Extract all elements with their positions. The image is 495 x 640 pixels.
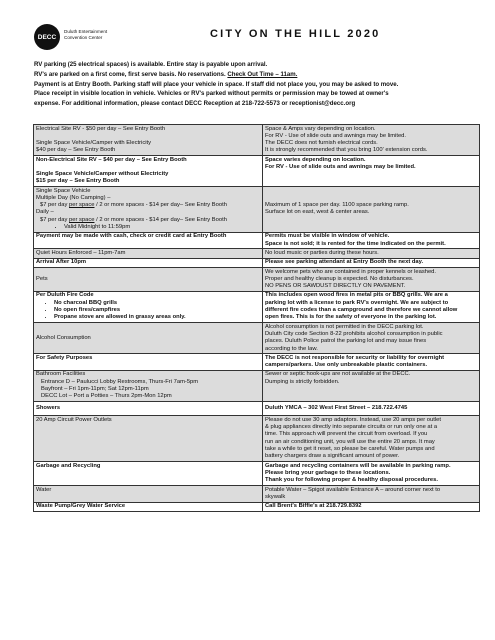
table-row: Water Potable Water – Spigot available Entrance A – around corner next to skywalk: [34, 486, 480, 503]
list-item: • Propane stove are allowed in grassy areas only.: [54, 314, 260, 321]
table-row: Quiet Hours Enforced – 11pm-7am No loud music or parties during these hours.: [34, 249, 480, 258]
logo-text: Duluth Entertainment Convention Center: [64, 29, 108, 40]
table-row: Alcohol Consumption Alcohol consumption is not permitted in the DECC parking lot. Duluth City code Section 8-22 prohibits alcohol consumption in public places. Duluth Police patrol the parking lot and may issue fines according to the law.: [34, 323, 480, 354]
table-row: Pets We welcome pets who are contained in proper kennels or leashed. Proper and healthy cleanup is expected. No disturbances. NO PENS OR SAWDUST DIRECTLY ON PAVEMENT.: [34, 268, 480, 292]
decc-logo: [34, 24, 60, 50]
document-header: [30, 22, 470, 54]
table-row: Payment may be made with cash, check or credit card at Entry Booth Permits must be visible in window of vehicle. Space is not sold; it is rented for the time indicated on the permit.: [34, 232, 480, 249]
table-row: Waste Pump/Grey Water Service Call Brent's Biffie's at 218.729.8392: [34, 502, 480, 511]
table-row: Electrical Site RV - $50 per day – See Entry Booth Single Space Vehicle/Camper with Electricity $40 per day – See Entry Booth Space & Amps vary depending on location. For RV - Use of slide outs and awnings may be limited. The DECC does not furnish electrical cords. It is strongly recommended that you bring 100' extension cords.: [34, 125, 480, 156]
table-row: Per Duluth Fire Code • No charcoal BBQ grills • No open fires/campfires • Propane stove are allowed in grassy areas only. This includes open wood fires in metal pits or BBQ grills. We are a parking lot with a license to park RV's overnight. We are subject to different fire codes than a campground and therefore we cannot allow open fires. This is for the safety of everyone in the parking lot.: [34, 291, 480, 322]
table-row: Single Space Vehicle Multiple Day (No Camping) – $7 per day per space / 2 or more spaces - $14 per day– See Entry Booth Daily – $7 per day per space / 2 or more spaces - $14 per day– See Entry Booth • Valid Midnight to 11:59pm Maximum of 1 space per day. 1100 space parking ramp. Surface lot on east, west & center areas.: [34, 187, 480, 233]
table-row: Showers Duluth YMCA – 302 West First Street – 218.722.4745: [34, 402, 480, 416]
table-row: Arrival After 10pm Please see parking attendant at Entry Booth the next day.: [34, 258, 480, 267]
list-item: • No open fires/campfires: [54, 307, 260, 314]
table-row: Non-Electrical Site RV – $40 per day – See Entry Booth Single Space Vehicle/Camper without Electricity $15 per day – See Entry Booth Space varies depending on location. For RV - Use of slide outs and awnings may be limited.: [34, 156, 480, 187]
intro-paragraph: RV parking (25 electrical spaces) is available. Entire stay is payable upon arrival. RV's are parked on a first come, first serve basis. No reservations. Check Out Time – 11am. Payment is at Entry Booth. Parking staff will place your vehicle in space. If staff did not place you, you may be asked to move. Place receipt in visible location in vehicle. Vehicles or RV's parked without permits or permission may be towed at owner's expense. For additional information, please contact DECC Reception at 218-722-5573 or receptionist@decc.org: [34, 61, 399, 108]
table-row: Bathroom Facilities Entrance D – Paulucci Lobby Restrooms, Thurs-Fri 7am-5pm Bayfront – Fri 1pm-11pm; Sat 12pm-11pm DECC Lot – Port a Potties – Thurs 2pm-Mon 12pm Sewer or septic hook-ups are not available at the DECC. Dumping is strictly forbidden.: [34, 370, 480, 401]
table-row: Garbage and Recycling Garbage and recycling containers will be available in parking ramp. Please bring your garbage to these locations. Thank you for following proper & healthy disposal procedures.: [34, 462, 480, 486]
list-item: • No charcoal BBQ grills: [54, 300, 260, 307]
logo-abbreviation: DECC: [37, 33, 57, 41]
table-row: 20 Amp Circuit Power Outlets Please do not use 30 amp adaptors. Instead, use 20 amps per outlet & plug appliances directly into separate circuits or run only one at a time. This approach will prevent the circuit from overload. If you run an air conditioning unit, you will use the entire 20 amps. It may take a while to get it reset, so please be careful. Water pumps and battery chargers draw a significant amount of power.: [34, 416, 480, 462]
checkout-time: Check Out Time – 11am.: [227, 70, 298, 78]
rules-table: [33, 124, 480, 512]
table-row: For Safety Purposes The DECC is not responsible for security or liability for overnight campers/parkers. Use only unbreakable plastic containers.: [34, 354, 480, 371]
document-title: CITY ON THE HILL 2020: [210, 28, 381, 40]
